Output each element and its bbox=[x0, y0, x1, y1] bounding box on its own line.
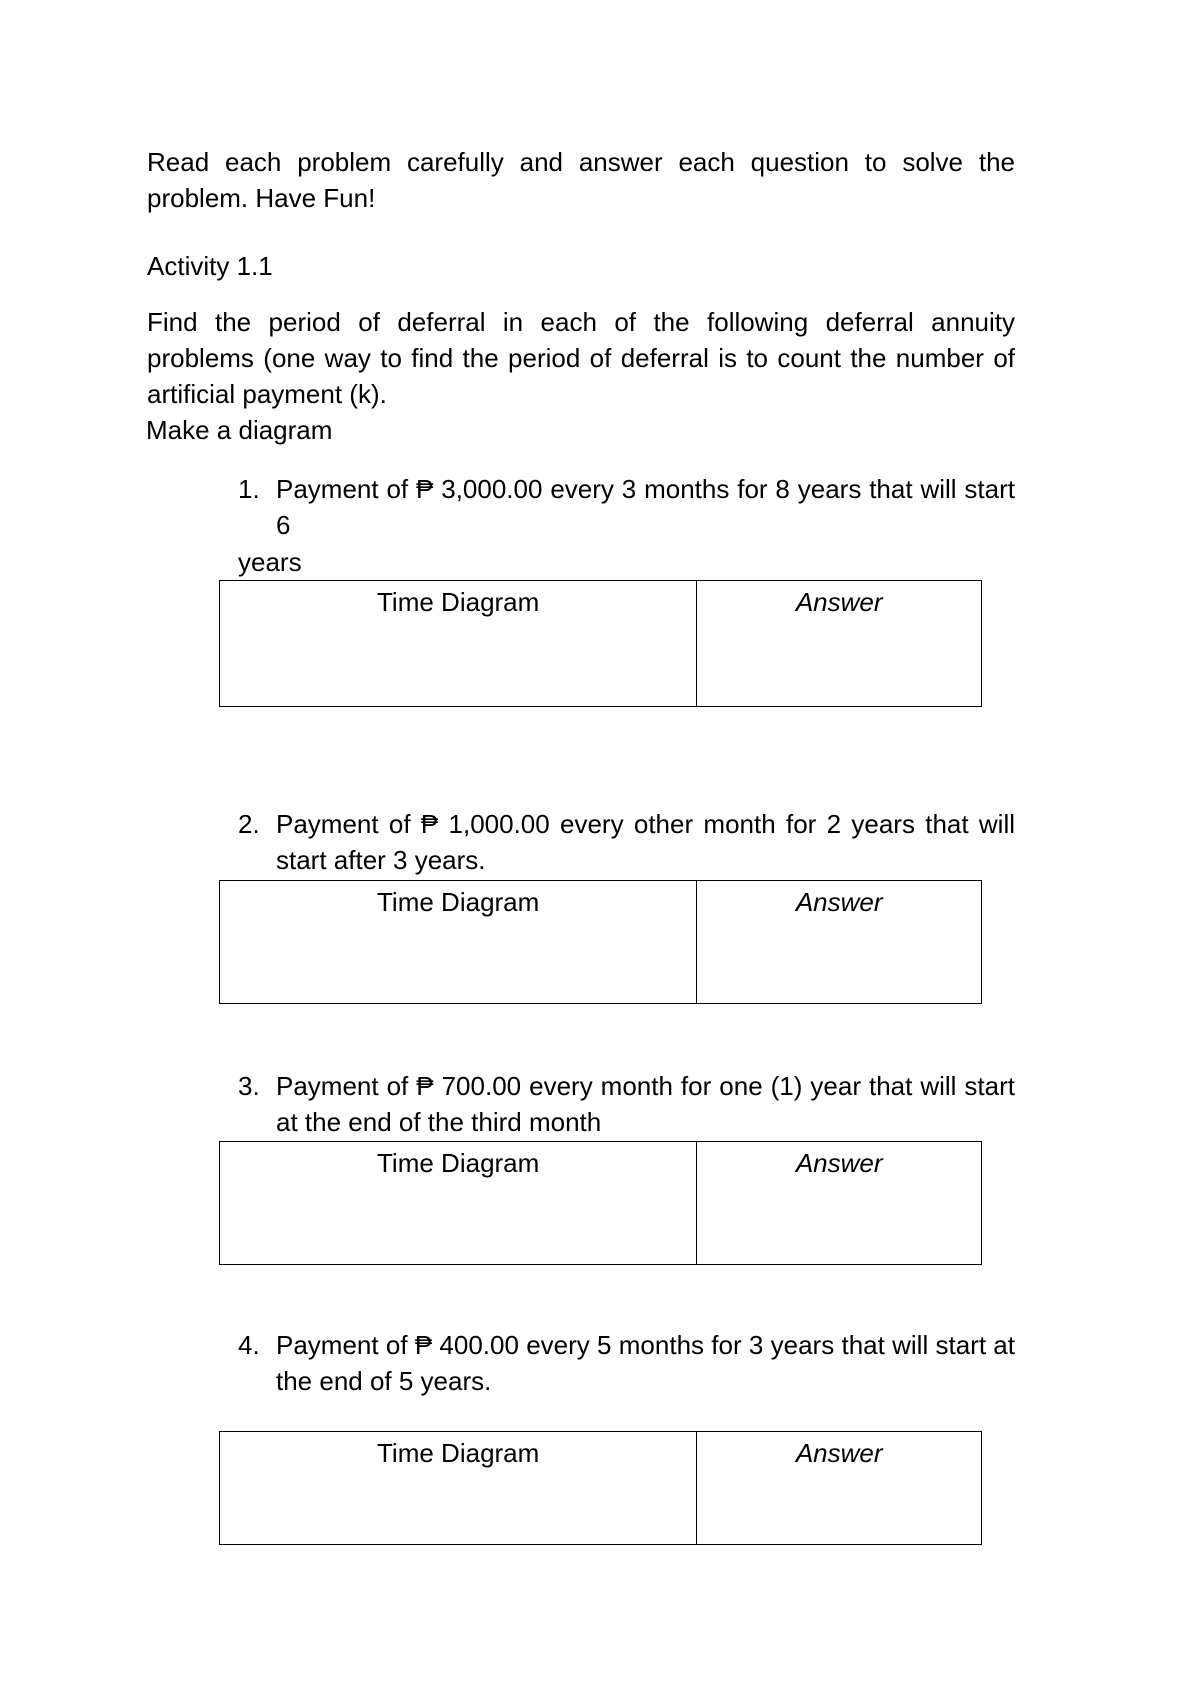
problem-4 bbox=[238, 1327, 1015, 1399]
problem-2 bbox=[238, 806, 1015, 878]
problem-3 bbox=[238, 1068, 1015, 1140]
activity-title: Activity 1.1 bbox=[147, 251, 273, 281]
problem-1 bbox=[238, 471, 1015, 543]
time-diagram-cell[interactable] bbox=[220, 881, 697, 1004]
problem-1-answer-table bbox=[219, 580, 982, 707]
answer-header: Answer bbox=[795, 1148, 883, 1178]
time-diagram-header: Time Diagram bbox=[377, 1438, 540, 1468]
problem-1-number: 1. bbox=[238, 474, 260, 504]
problem-2-text: Payment of ₱ 1,000.00 every other month for 2 years that will start after 3 years. bbox=[276, 809, 1015, 875]
problem-4-answer-table bbox=[219, 1431, 982, 1545]
answer-header: Answer bbox=[795, 887, 883, 917]
problem-2-number: 2. bbox=[238, 809, 260, 839]
time-diagram-cell[interactable] bbox=[220, 1432, 697, 1545]
problem-3-text: Payment of ₱ 700.00 every month for one (1) year that will start at the end of the third month bbox=[276, 1071, 1015, 1137]
instructions-text: Find the period of deferral in each of the following deferral annuity problems (one way to find the period of deferral is to count the number of artificial payment (k). bbox=[147, 307, 1015, 409]
problem-4-text: Payment of ₱ 400.00 every 5 months for 3 years that will start at the end of 5 years. bbox=[276, 1330, 1015, 1396]
problem-1-text: Payment of ₱ 3,000.00 every 3 months for 8 years that will start 6 bbox=[276, 474, 1015, 540]
intro-text: Read each problem carefully and answer each question to solve the problem. Have Fun! bbox=[147, 147, 1015, 213]
time-diagram-header: Time Diagram bbox=[377, 587, 540, 617]
answer-cell[interactable] bbox=[697, 1142, 982, 1265]
time-diagram-cell[interactable] bbox=[220, 581, 697, 707]
problem-2-answer-table bbox=[219, 880, 982, 1004]
answer-cell[interactable] bbox=[697, 581, 982, 707]
problem-3-answer-table bbox=[219, 1141, 982, 1265]
answer-header: Answer bbox=[795, 587, 883, 617]
answer-cell[interactable] bbox=[697, 1432, 982, 1545]
answer-header: Answer bbox=[795, 1438, 883, 1468]
answer-cell[interactable] bbox=[697, 881, 982, 1004]
time-diagram-header: Time Diagram bbox=[377, 887, 540, 917]
time-diagram-cell[interactable] bbox=[220, 1142, 697, 1265]
make-diagram-text: Make a diagram bbox=[146, 415, 333, 445]
problem-3-number: 3. bbox=[238, 1071, 260, 1101]
time-diagram-header: Time Diagram bbox=[377, 1148, 540, 1178]
problem-4-number: 4. bbox=[238, 1330, 260, 1360]
problem-1-tail-text: years bbox=[238, 547, 302, 577]
